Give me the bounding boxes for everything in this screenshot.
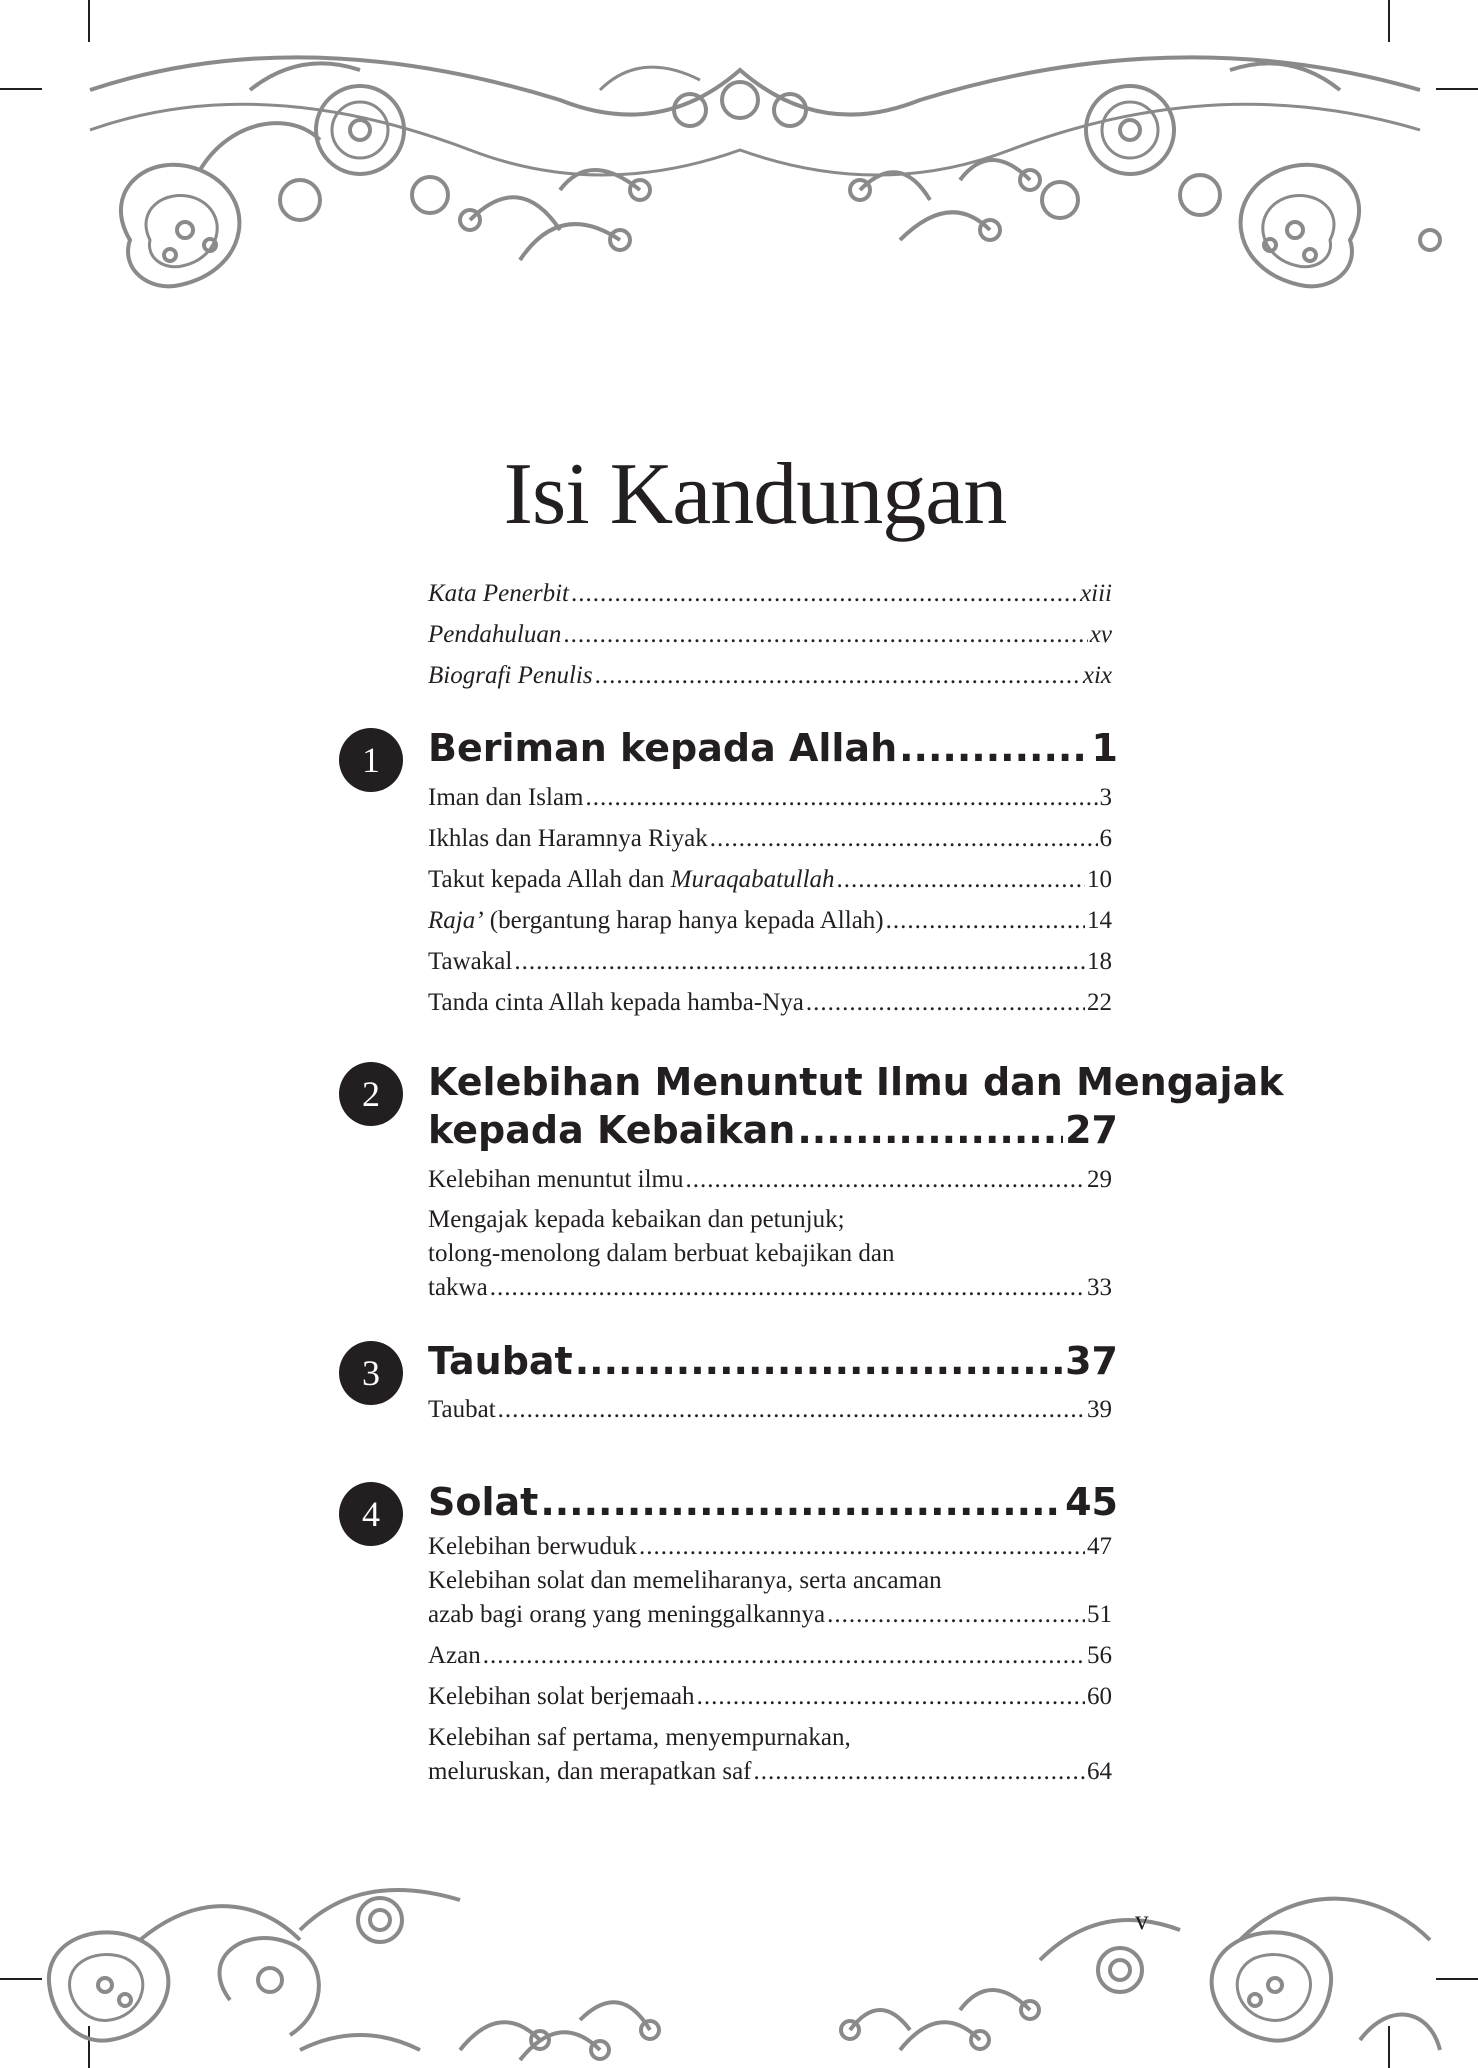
front-matter-list: [428, 573, 1112, 696]
toc-entry-label: Kelebihan menuntut ilmu: [428, 1166, 684, 1193]
chapter-page: 27: [1065, 1108, 1118, 1152]
toc-entry[interactable]: [428, 859, 1112, 900]
chapter-number-badge: 3: [339, 1341, 403, 1405]
toc-entry-last-line: [428, 1755, 1112, 1789]
toc-entry[interactable]: [428, 614, 1112, 655]
toc-entry[interactable]: [428, 900, 1112, 941]
toc-entry[interactable]: [428, 1676, 1112, 1717]
chapter-title: Taubat: [428, 1339, 573, 1383]
dot-leader: [498, 1389, 1085, 1430]
toc-entry-page: xiii: [1080, 580, 1112, 607]
chapter-title-row[interactable]: [428, 1106, 1118, 1154]
toc-entry-label: Kelebihan berwuduk: [428, 1533, 637, 1560]
toc-entry-label: Kata Penerbit: [428, 580, 569, 607]
toc-entry[interactable]: [428, 1159, 1112, 1200]
toc-entry-page: 60: [1087, 1683, 1112, 1710]
toc-entry-page: 6: [1099, 825, 1112, 852]
page-number: v: [1135, 1905, 1149, 1935]
toc-entry[interactable]: [428, 655, 1112, 696]
chapter-number-badge: 4: [339, 1482, 403, 1546]
toc-entry[interactable]: [428, 573, 1112, 614]
dot-leader: [595, 655, 1081, 696]
dot-leader: [806, 982, 1085, 1023]
toc-entry-page: 39: [1087, 1396, 1112, 1423]
toc-entry-label: [428, 900, 884, 941]
toc-entry-label: meluruskan, dan merapatkan saf: [428, 1758, 752, 1785]
dot-leader: [886, 900, 1085, 941]
toc-entry-last-line: [428, 1598, 1112, 1632]
dot-leader: [827, 1598, 1085, 1632]
toc-entry-label: Tawakal: [428, 948, 513, 975]
toc-entry-label: Pendahuluan: [428, 621, 562, 648]
toc-entry-page: 64: [1087, 1758, 1112, 1785]
toc-entry[interactable]: [428, 941, 1112, 982]
chapter-heading: [428, 1478, 1118, 1526]
dot-leader: [540, 1478, 1063, 1526]
chapter-title: Beriman kepada Allah: [428, 726, 898, 770]
dot-leader: [563, 614, 1087, 655]
chapter-1-entries: [428, 777, 1112, 1023]
dot-leader: [571, 573, 1078, 614]
bottom-paisley-ornament: [0, 1860, 1478, 2068]
toc-entry[interactable]: [428, 1530, 1112, 1564]
toc-entry-page: 56: [1087, 1642, 1112, 1669]
toc-entry-page: 22: [1087, 989, 1112, 1016]
toc-entry-page: 29: [1087, 1166, 1112, 1193]
toc-entry-label: Azan: [428, 1642, 481, 1669]
toc-entry[interactable]: [428, 1635, 1112, 1676]
toc-entry-label-italic: Muraqabatullah: [670, 866, 835, 893]
toc-entry-page: 47: [1087, 1533, 1112, 1560]
dot-leader: [639, 1530, 1085, 1564]
chapter-title: kepada Kebaikan: [428, 1108, 796, 1152]
dot-leader: [697, 1676, 1085, 1717]
toc-entry-label-text: Takut kepada Allah dan: [428, 866, 671, 893]
dot-leader: [899, 724, 1089, 772]
chapter-page: 37: [1065, 1339, 1118, 1383]
chapter-heading: [428, 724, 1118, 772]
toc-entry-page: xix: [1082, 662, 1112, 689]
toc-entry-label: [428, 859, 835, 900]
toc-entry-page: 18: [1087, 948, 1112, 975]
toc-entry-label: Kelebihan solat berjemaah: [428, 1683, 695, 1710]
chapter-title-row[interactable]: [428, 1478, 1118, 1526]
dot-leader: [686, 1159, 1085, 1200]
toc-entry[interactable]: [428, 982, 1112, 1023]
toc-entry-label: Tanda cinta Allah kepada hamba-Nya: [428, 989, 804, 1016]
toc-entry-label: takwa: [428, 1274, 488, 1301]
chapter-number-badge: 2: [339, 1062, 403, 1126]
toc-entry-multiline[interactable]: [428, 1203, 1112, 1305]
chapter-title: Solat: [428, 1480, 539, 1524]
dot-leader: [754, 1755, 1086, 1789]
toc-entry-line: Mengajak kepada kebaikan dan petunjuk;: [428, 1206, 845, 1233]
toc-entry-multiline[interactable]: [428, 1721, 1112, 1789]
dot-leader: [710, 818, 1098, 859]
dot-leader: [586, 777, 1098, 818]
dot-leader: [514, 941, 1085, 982]
chapter-4-entries: [428, 1530, 1112, 1789]
toc-entry-page: 51: [1087, 1601, 1112, 1628]
chapter-title-row[interactable]: [428, 1337, 1118, 1385]
dot-leader: [837, 859, 1085, 900]
toc-entry[interactable]: [428, 777, 1112, 818]
chapter-title-line[interactable]: [428, 1058, 1284, 1106]
toc-entry-page: 3: [1099, 784, 1112, 811]
toc-entry[interactable]: [428, 818, 1112, 859]
dot-leader: [575, 1337, 1063, 1385]
toc-entry-page: 14: [1087, 907, 1112, 934]
chapter-title: Kelebihan Menuntut Ilmu dan Mengajak: [428, 1060, 1284, 1104]
chapter-title-row[interactable]: [428, 724, 1118, 772]
dot-leader: [483, 1635, 1085, 1676]
toc-entry-line: tolong-menolong dalam berbuat kebajikan dan: [428, 1240, 895, 1267]
toc-entry-label: Taubat: [428, 1396, 496, 1423]
toc-entry-label: azab bagi orang yang meninggalkannya: [428, 1601, 826, 1628]
toc-entry-label-italic: Raja’: [428, 907, 484, 934]
chapter-page: 45: [1065, 1480, 1118, 1524]
chapter-heading: [428, 1337, 1118, 1385]
toc-entry-last-line: [428, 1271, 1112, 1305]
top-paisley-ornament: [0, 30, 1478, 310]
toc-entry-line: Kelebihan saf pertama, menyempurnakan,: [428, 1724, 851, 1751]
chapter-2-entries: [428, 1159, 1112, 1305]
chapter-page: 1: [1091, 726, 1118, 770]
toc-entry-label: Biografi Penulis: [428, 662, 593, 689]
page-title: Isi Kandungan: [503, 445, 1007, 543]
toc-entry-label: Ikhlas dan Haramnya Riyak: [428, 825, 708, 852]
toc-entry-page: xv: [1089, 621, 1112, 648]
dot-leader: [490, 1271, 1085, 1305]
toc-entry-label: Iman dan Islam: [428, 784, 584, 811]
toc-entry-multiline[interactable]: [428, 1564, 1112, 1632]
chapter-number-badge: 1: [339, 728, 403, 792]
dot-leader: [797, 1106, 1063, 1154]
chapter-heading: [428, 1058, 1284, 1154]
toc-entry-line: Kelebihan solat dan memeliharanya, serta ancaman: [428, 1567, 942, 1594]
toc-entry-label-text: (bergantung harap hanya kepada Allah): [483, 907, 884, 934]
toc-entry-page: 10: [1087, 866, 1112, 893]
toc-entry-page: 33: [1087, 1274, 1112, 1301]
toc-entry[interactable]: [428, 1389, 1112, 1430]
chapter-3-entries: [428, 1389, 1112, 1430]
